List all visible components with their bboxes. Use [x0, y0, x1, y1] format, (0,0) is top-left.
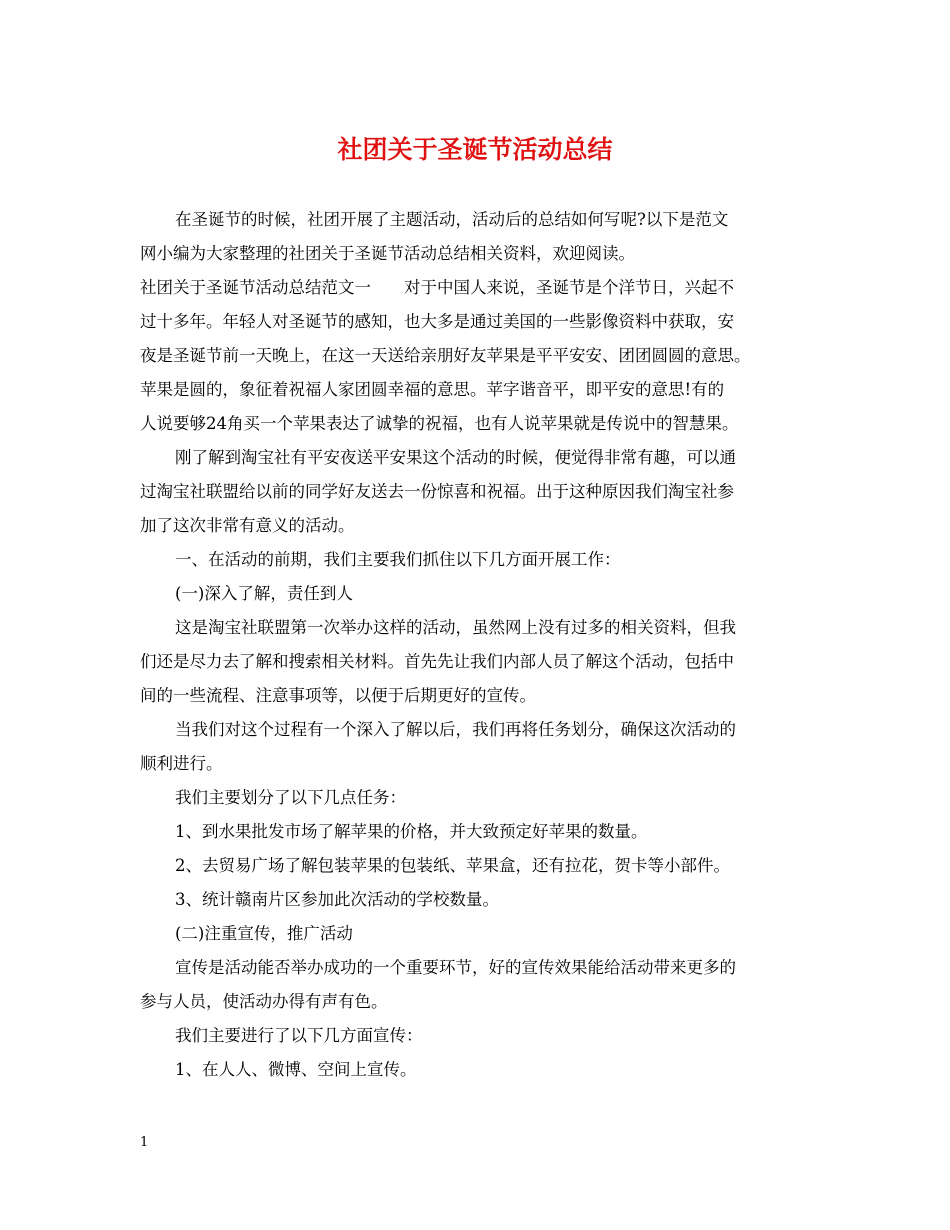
text-line: 这是淘宝社联盟第一次举办这样的活动，虽然网上没有过多的相关资料，但我: [175, 618, 736, 637]
text-line: 们还是尽力去了解和搜索相关材料。首先先让我们内部人员了解这个活动，包括中: [140, 652, 734, 671]
text-line: 我们主要进行了以下几方面宣传：: [175, 1026, 423, 1045]
text-line: 间的一些流程、注意事项等，以便于后期更好的宣传。: [140, 686, 536, 705]
text-line: 1、到水果批发市场了解苹果的价格，并大致预定好苹果的数量。: [175, 822, 648, 841]
document-body: [140, 203, 820, 1087]
text-line: 过十多年。年轻人对圣诞节的感知，也大多是通过美国的一些影像资料中获取，安: [140, 312, 734, 331]
page-number: 1: [140, 1135, 149, 1150]
text-line: 过淘宝社联盟给以前的同学好友送去一份惊喜和祝福。出于这种原因我们淘宝社参: [140, 482, 734, 501]
text-line: 1、在人人、微博、空间上宣传。: [175, 1060, 417, 1079]
text-line: 顺利进行。: [140, 754, 223, 773]
text-line: 网小编为大家整理的社团关于圣诞节活动总结相关资料，欢迎阅读。: [140, 244, 635, 263]
text-line: (二)注重宣传，推广活动: [175, 924, 353, 943]
text-line: 宣传是活动能否举办成功的一个重要环节，好的宣传效果能给活动带来更多的: [175, 958, 736, 977]
text-line: 参与人员，使活动办得有声有色。: [140, 992, 388, 1011]
text-line: 加了这次非常有意义的活动。: [140, 516, 355, 535]
text-line: 苹果是圆的，象征着祝福人家团圆幸福的意思。苹字谐音平，即平安的意思!有的: [140, 380, 725, 399]
text-line: 刚了解到淘宝社有平安夜送平安果这个活动的时候，便觉得非常有趣，可以通: [175, 448, 736, 467]
text-line: 社团关于圣诞节活动总结范文一 对于中国人来说，圣诞节是个洋节日，兴起不: [140, 278, 734, 297]
text-line: 人说要够24角买一个苹果表达了诚挚的祝福，也有人说苹果就是传说中的智慧果。: [140, 414, 739, 433]
document-title: 社团关于圣诞节活动总结: [337, 135, 613, 164]
text-line: 3、统计赣南片区参加此次活动的学校数量。: [175, 890, 499, 909]
text-line: 2、去贸易广场了解包装苹果的包装纸、苹果盒，还有拉花，贺卡等小部件。: [175, 856, 730, 875]
text-line: 当我们对这个过程有一个深入了解以后，我们再将任务划分，确保这次活动的: [175, 720, 736, 739]
text-line: 我们主要划分了以下几点任务：: [175, 788, 406, 807]
text-line: (一)深入了解，责任到人: [175, 584, 353, 603]
text-line: 夜是圣诞节前一天晚上，在这一天送给亲朋好友苹果是平平安安、团团圆圆的意思。: [140, 346, 751, 365]
text-line: 一、在活动的前期，我们主要我们抓住以下几方面开展工作：: [175, 550, 621, 569]
text-line: 在圣诞节的时候，社团开展了主题活动，活动后的总结如何写呢?以下是范文: [175, 210, 729, 229]
